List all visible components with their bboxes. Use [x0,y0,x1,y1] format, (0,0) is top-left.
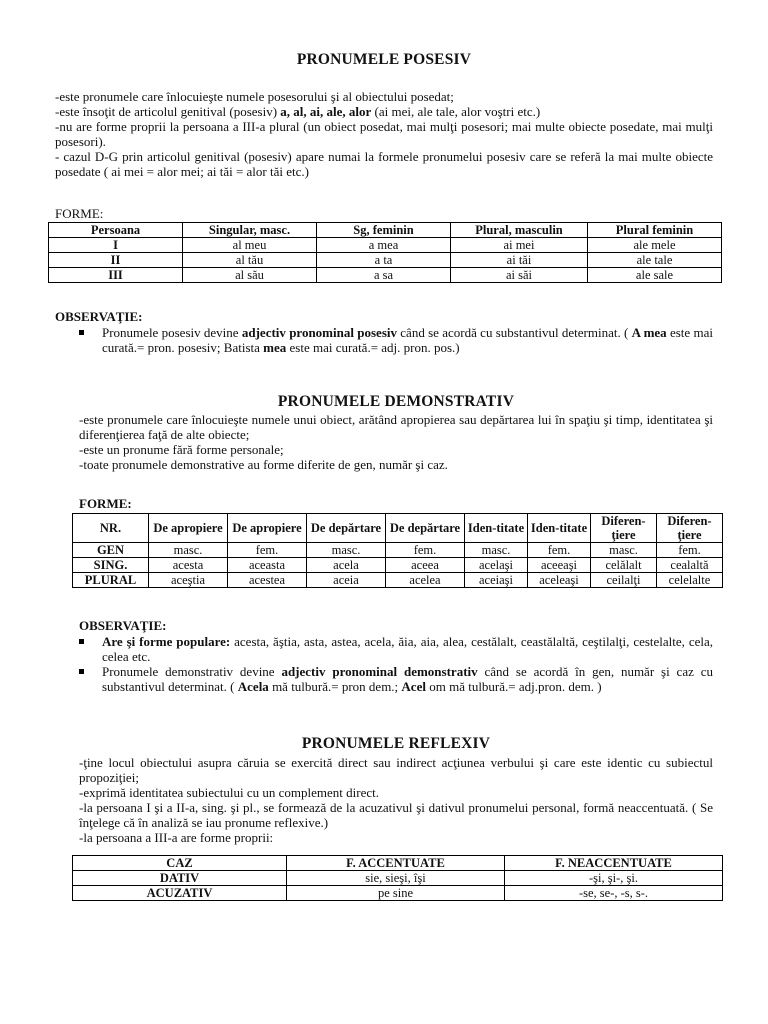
table-cell: ale mele [588,238,722,253]
text-run: (ai mei, ale tale, alor voştri etc.) [371,104,541,119]
column-header: F. ACCENTUATE [287,856,505,871]
text-run: acesta, ăştia, asta, astea, acela, ăia, aia, alea, cestălalt, ceastălaltă, ceştilalţi, cestelalte, cela, celea etc. [102,634,714,664]
table-cell: acestea [228,573,307,588]
table-cell: acelaşi [465,558,528,573]
table-cell: aceea [386,558,465,573]
text-run: -exprimă identitatea subiectului cu un complement direct. [79,785,379,800]
reflexiv-forms-table-wrap [72,855,722,901]
table-cell: ceilalţi [591,573,657,588]
text-run: -ţine locul obiectului asupra căruia se exercită direct sau indirect acţiunea verbului şi care este identic cu subiectul propoziţiei; [79,755,713,785]
text-line [79,442,713,457]
observation-item [102,325,713,355]
table-cell: a ta [317,253,451,268]
table-cell: masc. [307,543,386,558]
demonstrativ-observations [55,634,713,694]
row-header: SING. [73,558,149,573]
column-header: F. NEACCENTUATE [505,856,723,871]
table-cell: -şi, şi-, şi. [505,871,723,886]
text-line [79,755,713,785]
table-cell: a mea [317,238,451,253]
column-header: Plural, masculin [451,223,588,238]
text-run: -este un pronume fără forme personale; [79,442,284,457]
table-cell: fem. [657,543,723,558]
column-header: Persoana [49,223,183,238]
row-header: II [49,253,183,268]
demonstrativ-lines [79,412,713,472]
section-title-posesiv: PRONUMELE POSESIV [296,51,472,68]
reflexiv-lines [79,755,713,845]
table-row [49,238,722,253]
row-header: I [49,238,183,253]
text-line [79,800,713,830]
section-title-reflexiv: PRONUMELE REFLEXIV [301,735,491,752]
posesiv-observation-list [55,325,713,355]
bold-term: Acel [401,679,426,694]
table-cell: aceleaşi [528,573,591,588]
section-title-demonstrativ: PRONUMELE DEMONSTRATIV [277,393,515,410]
text-line [55,119,713,149]
column-header: NR. [73,514,149,543]
bold-term: mea [263,340,287,355]
demonstrativ-forms-table-wrap [72,513,722,588]
text-run: când se acordă în gen, număr şi caz cu substantivul determinat. ( [102,664,713,694]
table-row [49,253,722,268]
table-cell: aceeaşi [528,558,591,573]
text-run: -este pronumele care înlocuieşte numele posesorului şi al obiectului posedat; [55,89,454,104]
table-cell: ale sale [588,268,722,283]
table-cell: acelea [386,573,465,588]
bold-term: adjectiv pronominal posesiv [241,325,397,340]
column-header: Iden-titate [528,514,591,543]
text-run: mă tulbură.= pron dem.; [268,679,402,694]
bold-term: Acela [237,679,269,694]
table-cell: ai săi [451,268,588,283]
text-run: este mai curată.= pron. posesiv; Batista [102,325,713,355]
table-cell: acela [307,558,386,573]
text-line [55,104,713,119]
demonstrativ-description [79,412,713,472]
table-header-row [49,223,722,238]
text-run: -la persoana I şi a II-a, sing. şi pl., se formează de la acuzativul şi dativul pronumelui personal, formă neaccentuată. ( Se înţelege că în analiză se iau pronume reflexive.) [79,800,713,830]
bold-term: A mea [631,325,667,340]
table-cell: al său [183,268,317,283]
table-row [73,543,723,558]
demonstrativ-observation-list [55,634,713,694]
table-cell: a sa [317,268,451,283]
column-header: De apropiere [228,514,307,543]
text-line [79,785,713,800]
posesiv-forms-table-wrap [48,222,721,283]
text-run: -toate pronumele demonstrative au forme diferite de gen, număr şi caz. [79,457,448,472]
table-cell: aceştia [149,573,228,588]
column-header: Sg, feminin [317,223,451,238]
posesiv-observation-title: OBSERVAŢIE: [55,309,143,324]
reflexiv-description [79,755,713,845]
column-header: Diferen-ţiere [657,514,723,543]
table-cell: pe sine [287,886,505,901]
column-header: De depărtare [386,514,465,543]
posesiv-forms-table [48,222,722,283]
table-cell: ai tăi [451,253,588,268]
table-row [49,268,722,283]
table-cell: celălalt [591,558,657,573]
row-header: GEN [73,543,149,558]
text-line [55,89,713,104]
posesiv-description [55,89,713,179]
table-cell: al tău [183,253,317,268]
table-cell: masc. [465,543,528,558]
table-cell: aceasta [228,558,307,573]
table-cell: aceiaşi [465,573,528,588]
table-cell: masc. [591,543,657,558]
column-header: De apropiere [149,514,228,543]
text-run: Pronumele posesiv devine [102,325,242,340]
demonstrativ-observation-title: OBSERVAŢIE: [79,618,167,633]
text-run: Pronumele demonstrativ devine [102,664,282,679]
text-line [55,149,713,179]
row-header: PLURAL [73,573,149,588]
table-cell: fem. [228,543,307,558]
table-cell: fem. [386,543,465,558]
column-header: Iden-titate [465,514,528,543]
posesiv-lines [55,89,713,179]
row-header: III [49,268,183,283]
table-header-row [73,856,723,871]
row-header: DATIV [73,871,287,886]
text-run: -este pronumele care înlocuieşte numele unui obiect, arătând apropierea sau depărtarea lui în spaţiu şi timp, identitatea şi diferenţierea faţă de alte obiecte; [79,412,713,442]
text-run: -la persoana a III-a are forme proprii: [79,830,274,845]
table-header-row [73,514,723,543]
observation-item [102,664,713,694]
table-cell: fem. [528,543,591,558]
column-header: Diferen-ţiere [591,514,657,543]
text-run: -este însoţit de articolul genitival (posesiv) [55,104,281,119]
column-header: De depărtare [307,514,386,543]
text-line [79,412,713,442]
table-cell: cealaltă [657,558,723,573]
bold-term: adjectiv pronominal demonstrativ [281,664,478,679]
table-cell: -se, se-, -s, s-. [505,886,723,901]
demonstrativ-forms-table [72,513,723,588]
column-header: Plural feminin [588,223,722,238]
row-header: ACUZATIV [73,886,287,901]
table-row [73,871,723,886]
table-row [73,558,723,573]
table-cell: ale tale [588,253,722,268]
text-run: -nu are forme proprii la persoana a III-a plural (un obiect posedat, mai mulţi posesori; mai multe obiecte posedate, mai mulţi posesori). [55,119,713,149]
text-run: om mă tulbură.= adj.pron. dem. ) [425,679,602,694]
observation-item [102,634,713,664]
column-header: Singular, masc. [183,223,317,238]
table-cell: aceia [307,573,386,588]
posesiv-forms-label: FORME: [55,206,104,221]
posesiv-observations [55,325,713,355]
text-line [79,830,713,845]
bold-term: Are şi forme populare: [102,634,231,649]
column-header: CAZ [73,856,287,871]
text-run: este mai curată.= adj. pron. pos.) [286,340,460,355]
demonstrativ-forms-label: FORME: [79,496,132,511]
table-cell: celelalte [657,573,723,588]
bold-term: a, al, ai, ale, alor [280,104,372,119]
table-cell: al meu [183,238,317,253]
table-cell: masc. [149,543,228,558]
table-row [73,886,723,901]
text-line [79,457,713,472]
text-run: - cazul D-G prin articolul genitival (posesiv) apare numai la formele pronumelui posesiv care se referă la mai multe obiecte posedate ( ai mei = alor mei; ai tăi = alor tăi etc.) [55,149,713,179]
table-cell: ai mei [451,238,588,253]
table-row [73,573,723,588]
text-run: când se acordă cu substantivul determinat. ( [397,325,632,340]
table-cell: sie, sieşi, îşi [287,871,505,886]
table-cell: acesta [149,558,228,573]
reflexiv-forms-table [72,855,723,901]
